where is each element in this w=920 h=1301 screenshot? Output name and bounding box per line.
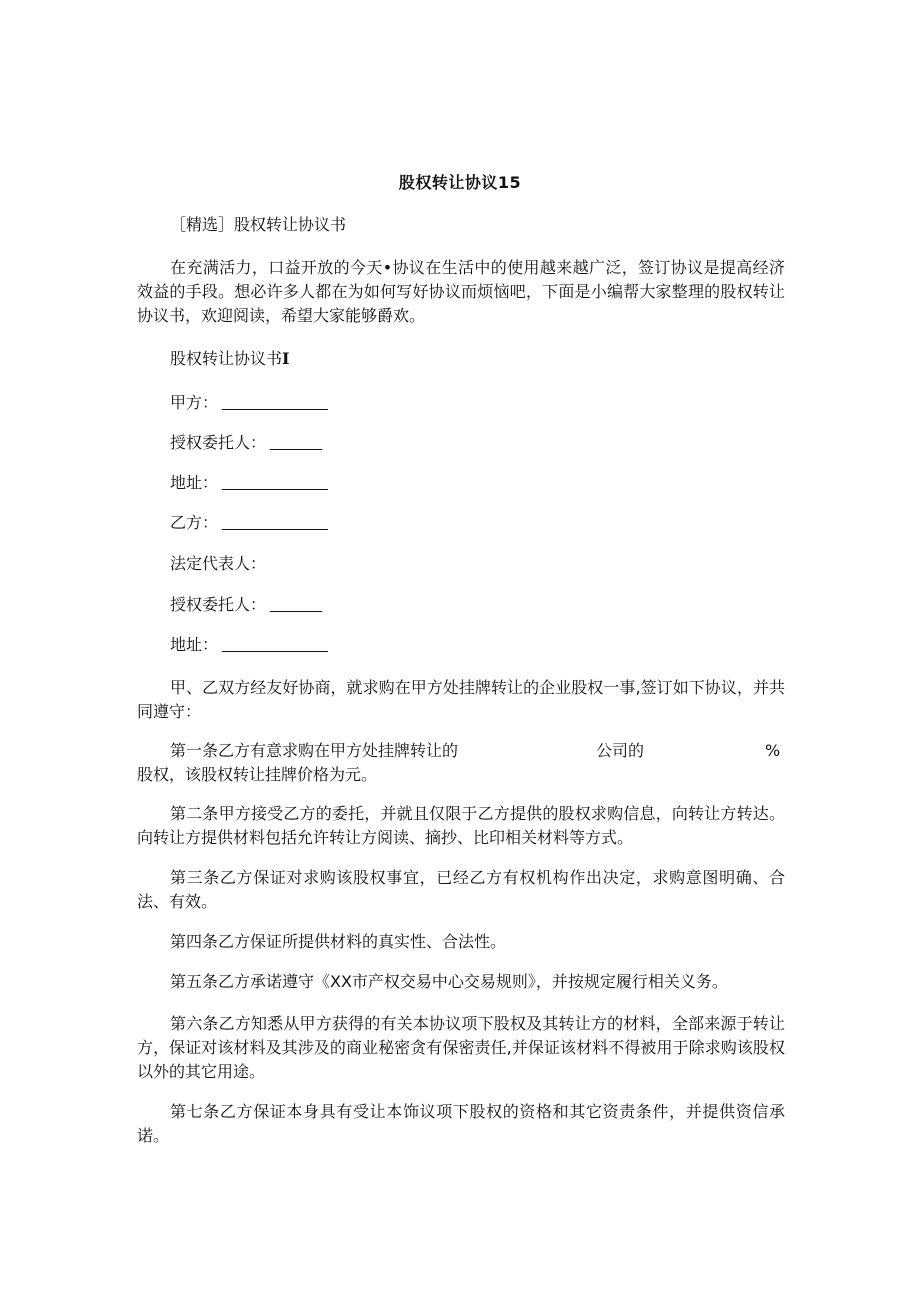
document-title: 股权转让协议15 [398,173,522,192]
clause-1-line-2: 股权，该股权转让挂牌价格为元。 [137,765,378,784]
clause-1-part-b: 公司的 [596,741,645,760]
fill-in-blank[interactable] [270,433,322,450]
clause-7: 第七条乙方保证本身具有受让本饰议项下股权的资格和其它资责条件，并提供资信承诺。 [137,1102,785,1145]
intro-paragraph: 在充满活力，口益开放的今天•协议在生活中的使用越来越广泛，签订协议是提高经济效益的手段。想必许多人都在为如何写好协议而烦恼吧，下面是小编帮大家整理的股权转让协议书，欢迎阅读，希望大家能够爵欢。 [137,258,785,325]
clause-3: 第三条乙方保证对求购该股权事宜，已经乙方有权机构作出决定，求购意图明确、合法、有效。 [137,868,785,911]
fill-in-blank[interactable] [270,595,322,612]
fill-in-blank[interactable] [222,393,328,410]
field-label: 授权委托人： [170,433,267,452]
field-legal-representative [170,553,266,575]
clause-4: 第四条乙方保证所提供材料的真实性、合法性。 [170,932,507,951]
clause-5: 第五条乙方承诺遵守《XX市产权交易中心交易规则》，并按规定履行相关义务。 [170,972,728,991]
field-label: 地址： [170,473,219,492]
clause-1 [137,739,785,787]
fill-in-blank[interactable] [222,473,328,490]
field-authorized-agent-b [170,594,322,616]
field-label: 甲方： [170,393,219,412]
field-party-b [170,512,328,534]
field-authorized-agent-a [170,432,322,454]
clause-1-part-c: % [765,741,781,760]
section-heading [170,348,290,370]
section-heading-text: 股权转让协议书 [170,349,283,368]
field-party-a [170,392,328,414]
fill-in-blank[interactable] [222,635,328,652]
clause-2: 第二条甲方接受乙方的委托，并就且仅限于乙方提供的股权求购信息，向转让方转达。向转让方提供材料包括允许转让方阅读、摘抄、比印相关材料等方式。 [137,804,785,847]
document-subtitle: ［精选］股权转让协议书 [170,215,347,234]
preamble-paragraph: 甲、乙双方经友好协商，就求购在甲方处挂牌转让的企业股权一事,签订如下协议，并共同遵守： [137,678,785,721]
field-label: 授权委托人： [170,595,267,614]
field-address-a [170,472,328,494]
field-label: 地址： [170,635,219,654]
clause-1-part-a: 第一条乙方有意求购在甲方处挂牌转让的 [170,741,459,760]
field-label: 法定代表人： [170,554,267,573]
clause-6: 第六条乙方知悉从甲方获得的有关本协议项下股权及其转让方的材料，全部来源于转让方，保证对该材料及其涉及的商业秘密贪有保密责任,并保证该材料不得被用于除求购该股权以外的其它用途。 [137,1014,785,1081]
fill-in-blank[interactable] [222,513,328,530]
field-address-b [170,634,328,656]
field-label: 乙方： [170,513,219,532]
section-heading-suffix: I [282,349,290,368]
